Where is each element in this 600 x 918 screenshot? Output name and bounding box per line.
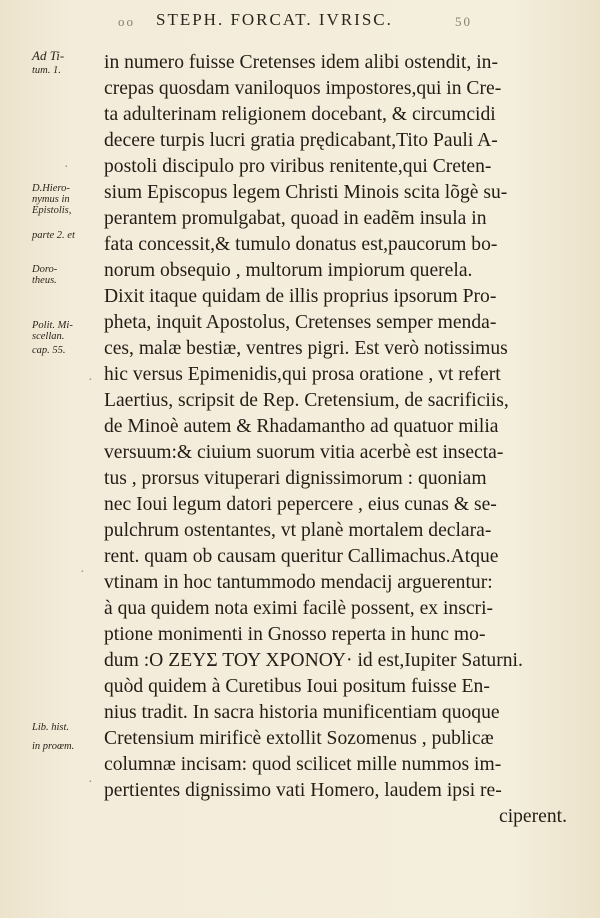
text-line: sium Episcopus legem Christi Minois scita lõgè su- (104, 182, 508, 203)
margin-note-line: in proœm. (32, 741, 75, 752)
margin-note (32, 264, 102, 286)
margin-note-line: Epistolis, (32, 205, 72, 216)
text-line: à qua quidem nota eximi facilè possent, ex inscri- (104, 598, 494, 619)
text-line: fata concessit,& tumulo donatus est,paucorum bo- (104, 234, 498, 255)
show-through-mark: · (88, 373, 93, 388)
text-line: hic versus Epimenidis,qui prosa oratione , vt refert (104, 364, 501, 385)
text-line: rent. quam ob causam queritur Callimachus.Atque (104, 546, 499, 567)
margin-note-line: cap. 55. (32, 345, 66, 356)
margin-note (32, 50, 102, 76)
text-line: pulchrum ostentantes, vt planè mortalem declara- (104, 520, 492, 541)
text-line: Dixit itaque quidam de illis proprius ipsorum Pro- (104, 286, 497, 307)
header-right-fragment: 50 (455, 14, 472, 29)
margin-note-line: D.Hiero- (32, 183, 70, 194)
margin-note-line: scellan. (32, 331, 65, 342)
margin-note (32, 320, 102, 356)
text-line: quòd quidem à Curetibus Ioui positum fuisse En- (104, 676, 490, 697)
show-through-mark: · (64, 160, 69, 175)
text-line: in numero fuisse Cretenses idem alibi ostendit, in- (104, 52, 498, 73)
text-line: pheta, inquit Apostolus, Cretenses semper menda- (104, 312, 497, 333)
text-line: decere turpis lucri gratia prędicabant,Tito Pauli A- (104, 130, 498, 151)
page-header (118, 6, 480, 34)
running-head: STEPH. FORCAT. IVRISC. (156, 10, 393, 29)
margin-note-line: parte 2. et (32, 230, 75, 241)
margin-note-line: tum. 1. (32, 65, 61, 76)
margin-note (32, 183, 102, 241)
text-line: Laertius, scripsit de Rep. Cretensium, de sacrificiis, (104, 390, 509, 411)
show-through-mark: · (88, 775, 93, 790)
text-line: vtinam in hoc tantummodo mendacij arguerentur: (104, 572, 493, 593)
text-line: postoli discipulo pro viribus renitente,qui Creten- (104, 156, 492, 177)
text-line: pertientes dignissimo vati Homero, laudem ipsi re- (104, 780, 502, 801)
margin-note-line: Lib. hist. (32, 722, 70, 733)
text-line: columnæ incisam: quod scilicet mille nummos im- (104, 754, 502, 775)
text-line: nius tradit. In sacra historia munificentiam quoque (104, 702, 500, 723)
margin-note-line: theus. (32, 275, 57, 286)
header-left-fragment: oo (118, 14, 135, 29)
text-line: dum :Ο ΖΕΥΣ ΤΟΥ ΧΡΟΝΟΥ· id est,Iupiter Saturni. (104, 650, 523, 671)
text-line: nec Ioui legum datori pepercere , eius cunas & se- (104, 494, 497, 515)
text-line: perantem promulgabat, quoad in eadẽm insula in (104, 208, 487, 229)
margin-note (32, 722, 102, 752)
text-line: crepas quosdam vaniloquos impostores,qui in Cre- (104, 78, 502, 99)
text-line: ta adulterinam religionem docebant, & circumcidi (104, 104, 496, 125)
margin-note-line: Ad Ti- (32, 48, 65, 63)
text-line: norum obsequio , multorum impiorum querela. (104, 260, 473, 281)
text-line: tus , prorsus vituperari dignissimorum : quoniam (104, 468, 487, 489)
text-line: de Minoè autem & Rhadamantho ad quatuor milia (104, 416, 499, 437)
text-line: Cretensium mirificè extollit Sozomenus , publicæ (104, 728, 494, 749)
text-line: versuum:& ciuium suorum vitia acerbè est insecta- (104, 442, 504, 463)
margin-note-line: Doro- (32, 264, 58, 275)
margin-note-line: nymus in (32, 194, 70, 205)
margin-note-line: Polit. Mi- (32, 320, 73, 331)
text-line: ptione monimenti in Gnosso reperta in hunc mo- (104, 624, 486, 645)
text-line: ces, malæ bestiæ, ventres pigri. Est verò notissimus (104, 338, 508, 359)
show-through-mark: · (80, 565, 85, 580)
text-line: ciperent. (499, 806, 567, 827)
